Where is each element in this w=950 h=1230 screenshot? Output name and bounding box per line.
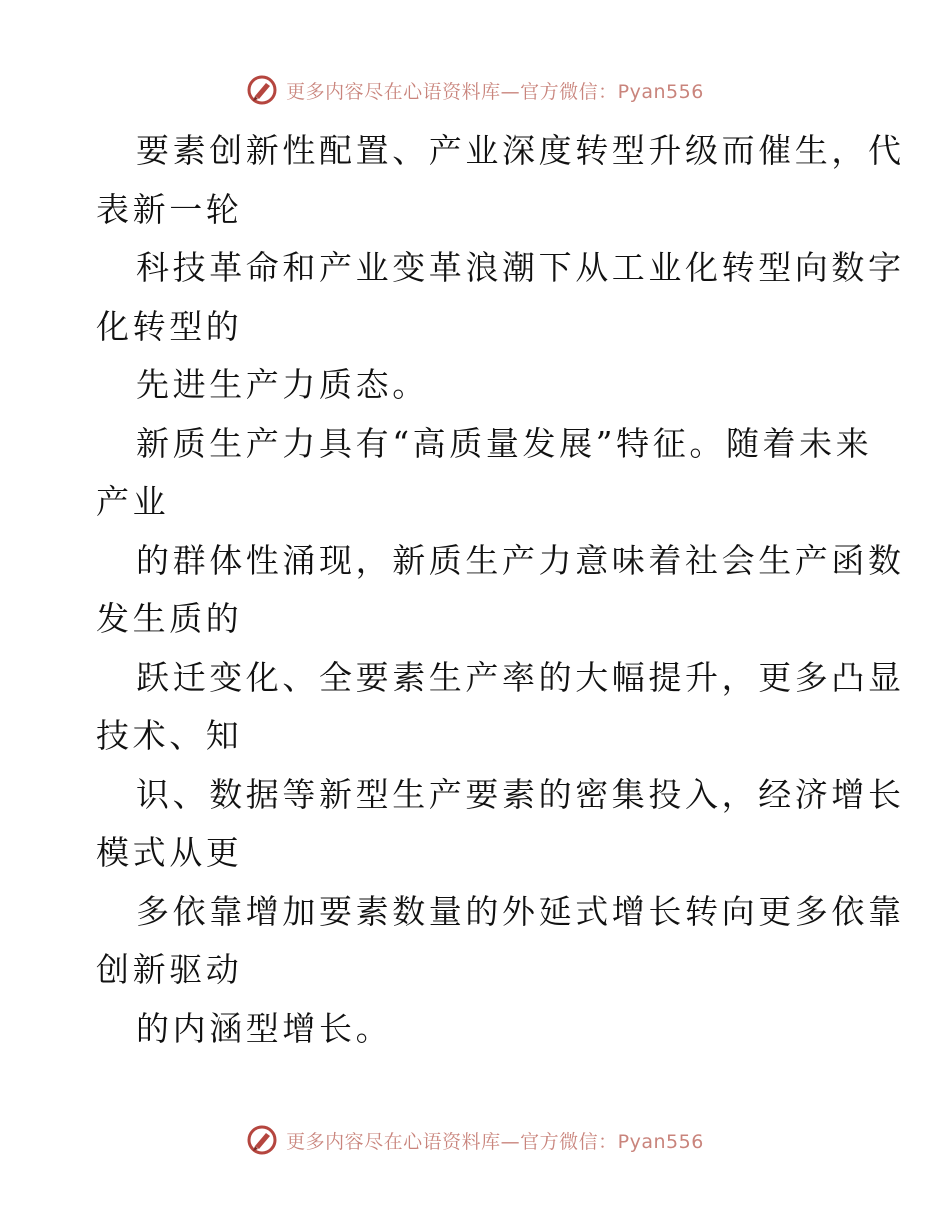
text-line: 科技革命和产业变革浪潮下从工业化转型向数字	[136, 248, 905, 287]
text-line: 新质生产力具有“高质量发展”特征。随着未来	[136, 423, 873, 463]
text-line: 产业	[96, 482, 170, 521]
text-line: 多依靠增加要素数量的外延式增长转向更多依靠	[136, 891, 905, 931]
text-line: 化转型的	[96, 306, 243, 346]
pen-circle-logo-icon	[246, 1124, 278, 1156]
watermark-text: 更多内容尽在心语资料库—官方微信：Pyan556	[286, 80, 704, 103]
text-line: 发生质的	[96, 599, 243, 638]
watermark-header	[0, 70, 950, 110]
text-line: 表新一轮	[96, 189, 243, 229]
text-line: 跃迁变化、全要素生产率的大幅提升，更多凸显	[136, 657, 905, 697]
watermark-footer	[0, 1120, 950, 1160]
text-line: 先进生产力质态。	[136, 365, 429, 404]
text-line: 模式从更	[96, 833, 243, 872]
text-line: 识、数据等新型生产要素的密集投入，经济增长	[136, 774, 905, 814]
text-line: 的内涵型增长。	[136, 1008, 393, 1048]
watermark-text: 更多内容尽在心语资料库—官方微信：Pyan556	[286, 1130, 704, 1153]
document-body	[96, 122, 905, 1058]
text-line: 的群体性涌现，新质生产力意味着社会生产函数	[136, 540, 905, 580]
text-line: 要素创新性配置、产业深度转型升级而催生，代	[136, 131, 905, 170]
pen-circle-logo-icon	[246, 74, 278, 106]
text-line: 技术、知	[96, 716, 243, 755]
text-line: 创新驱动	[96, 950, 243, 989]
